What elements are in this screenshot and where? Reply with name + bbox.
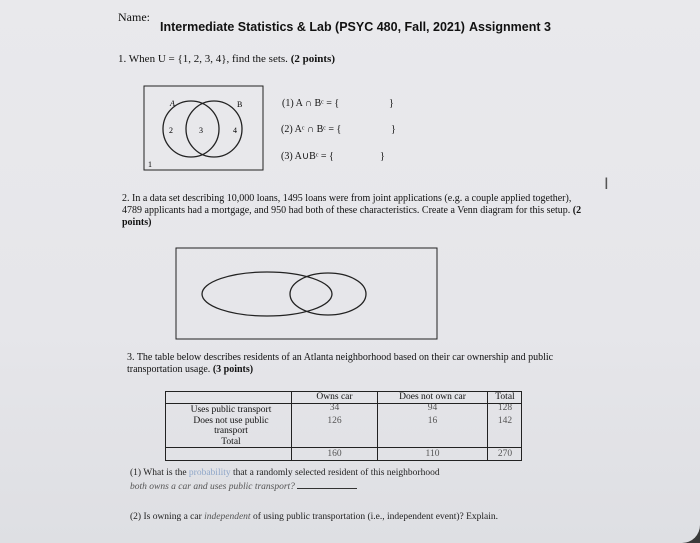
venn-universe-box [144, 86, 263, 170]
q2-points: (2 points) [122, 205, 582, 228]
q2-venn-box [176, 248, 437, 339]
q3-sub1-line2: both owns a car and uses public transport? [130, 480, 357, 492]
table-cell: 110 [425, 449, 440, 459]
q1-prompt [118, 53, 335, 65]
assignment-title: Assignment 3 [469, 20, 551, 34]
table-header-total: Total [495, 392, 515, 402]
table-row-label: Uses public transport [190, 405, 272, 415]
q1-item-1-close: } [389, 98, 394, 109]
venn-label-b: B [237, 100, 243, 109]
q2-prompt [122, 193, 582, 229]
table-row-label: Does not use public transport [193, 416, 269, 436]
q3-points: (3 points) [212, 364, 254, 375]
table-header-owns-car: Owns car [316, 392, 353, 402]
venn-region-2: 2 [169, 126, 173, 135]
table-cell: 126 [327, 416, 342, 426]
q1-item-3: (3) A∪Bᶜ = { [281, 151, 334, 162]
q1-venn-diagram [143, 85, 264, 171]
q2-venn-diagram [175, 247, 438, 340]
text-cursor-icon: I [604, 174, 609, 193]
venn-region-4: 4 [233, 126, 237, 135]
q1-text: 1. When U = {1, 2, 3, 4}, find the sets. [118, 53, 288, 65]
table-cell: 128 [497, 403, 513, 413]
q2-venn-ellipse-large [202, 272, 332, 316]
venn-label-a: A [170, 99, 175, 108]
q1-item-2-close: } [391, 124, 396, 135]
q1-item-2: (2) Aᶜ ∩ Bᶜ = { [281, 124, 342, 135]
q3-table [165, 391, 522, 461]
table-row-label: Total [221, 437, 241, 447]
q3-sub1-line1: (1) What is the probability that a randomly selected resident of this neighborhood [130, 468, 440, 478]
table-cell: 270 [497, 449, 513, 459]
answer-blank [297, 480, 357, 489]
q3-sub2: (2) Is owning a car independent of using public transportation (i.e., independent event)? Explain. [130, 512, 499, 522]
q1-item-1: (1) A ∩ Bᶜ = { [282, 98, 340, 109]
table-cell: 34 [329, 403, 340, 413]
q3-text: 3. The table below describes residents of an Atlanta neighborhood based on their car ownership and public transportation usage. [127, 352, 554, 375]
q1-points: (2 points) [290, 53, 335, 65]
q2-venn-ellipse-small [290, 273, 366, 315]
table-cell: 94 [427, 403, 438, 413]
venn-region-1: 1 [148, 160, 152, 169]
q1-item-3-close: } [380, 151, 385, 162]
table-header-no-car: Does not own car [399, 392, 466, 402]
table-cell: 142 [497, 416, 513, 426]
q2-text: 2. In a data set describing 10,000 loans, 1495 loans were from joint applications (e.g. a couple applied together), 4789 applicants had a mortgage, and 950 had both of these characteristics. Create a Venn diagram for this setup. [122, 193, 572, 216]
table-cell: 160 [327, 449, 342, 459]
table-cell: 16 [427, 416, 438, 426]
name-label: Name: [118, 10, 150, 24]
venn-region-3: 3 [199, 126, 203, 135]
course-title: Intermediate Statistics & Lab (PSYC 480, Fall, 2021) [160, 20, 465, 34]
q3-prompt [127, 352, 597, 376]
